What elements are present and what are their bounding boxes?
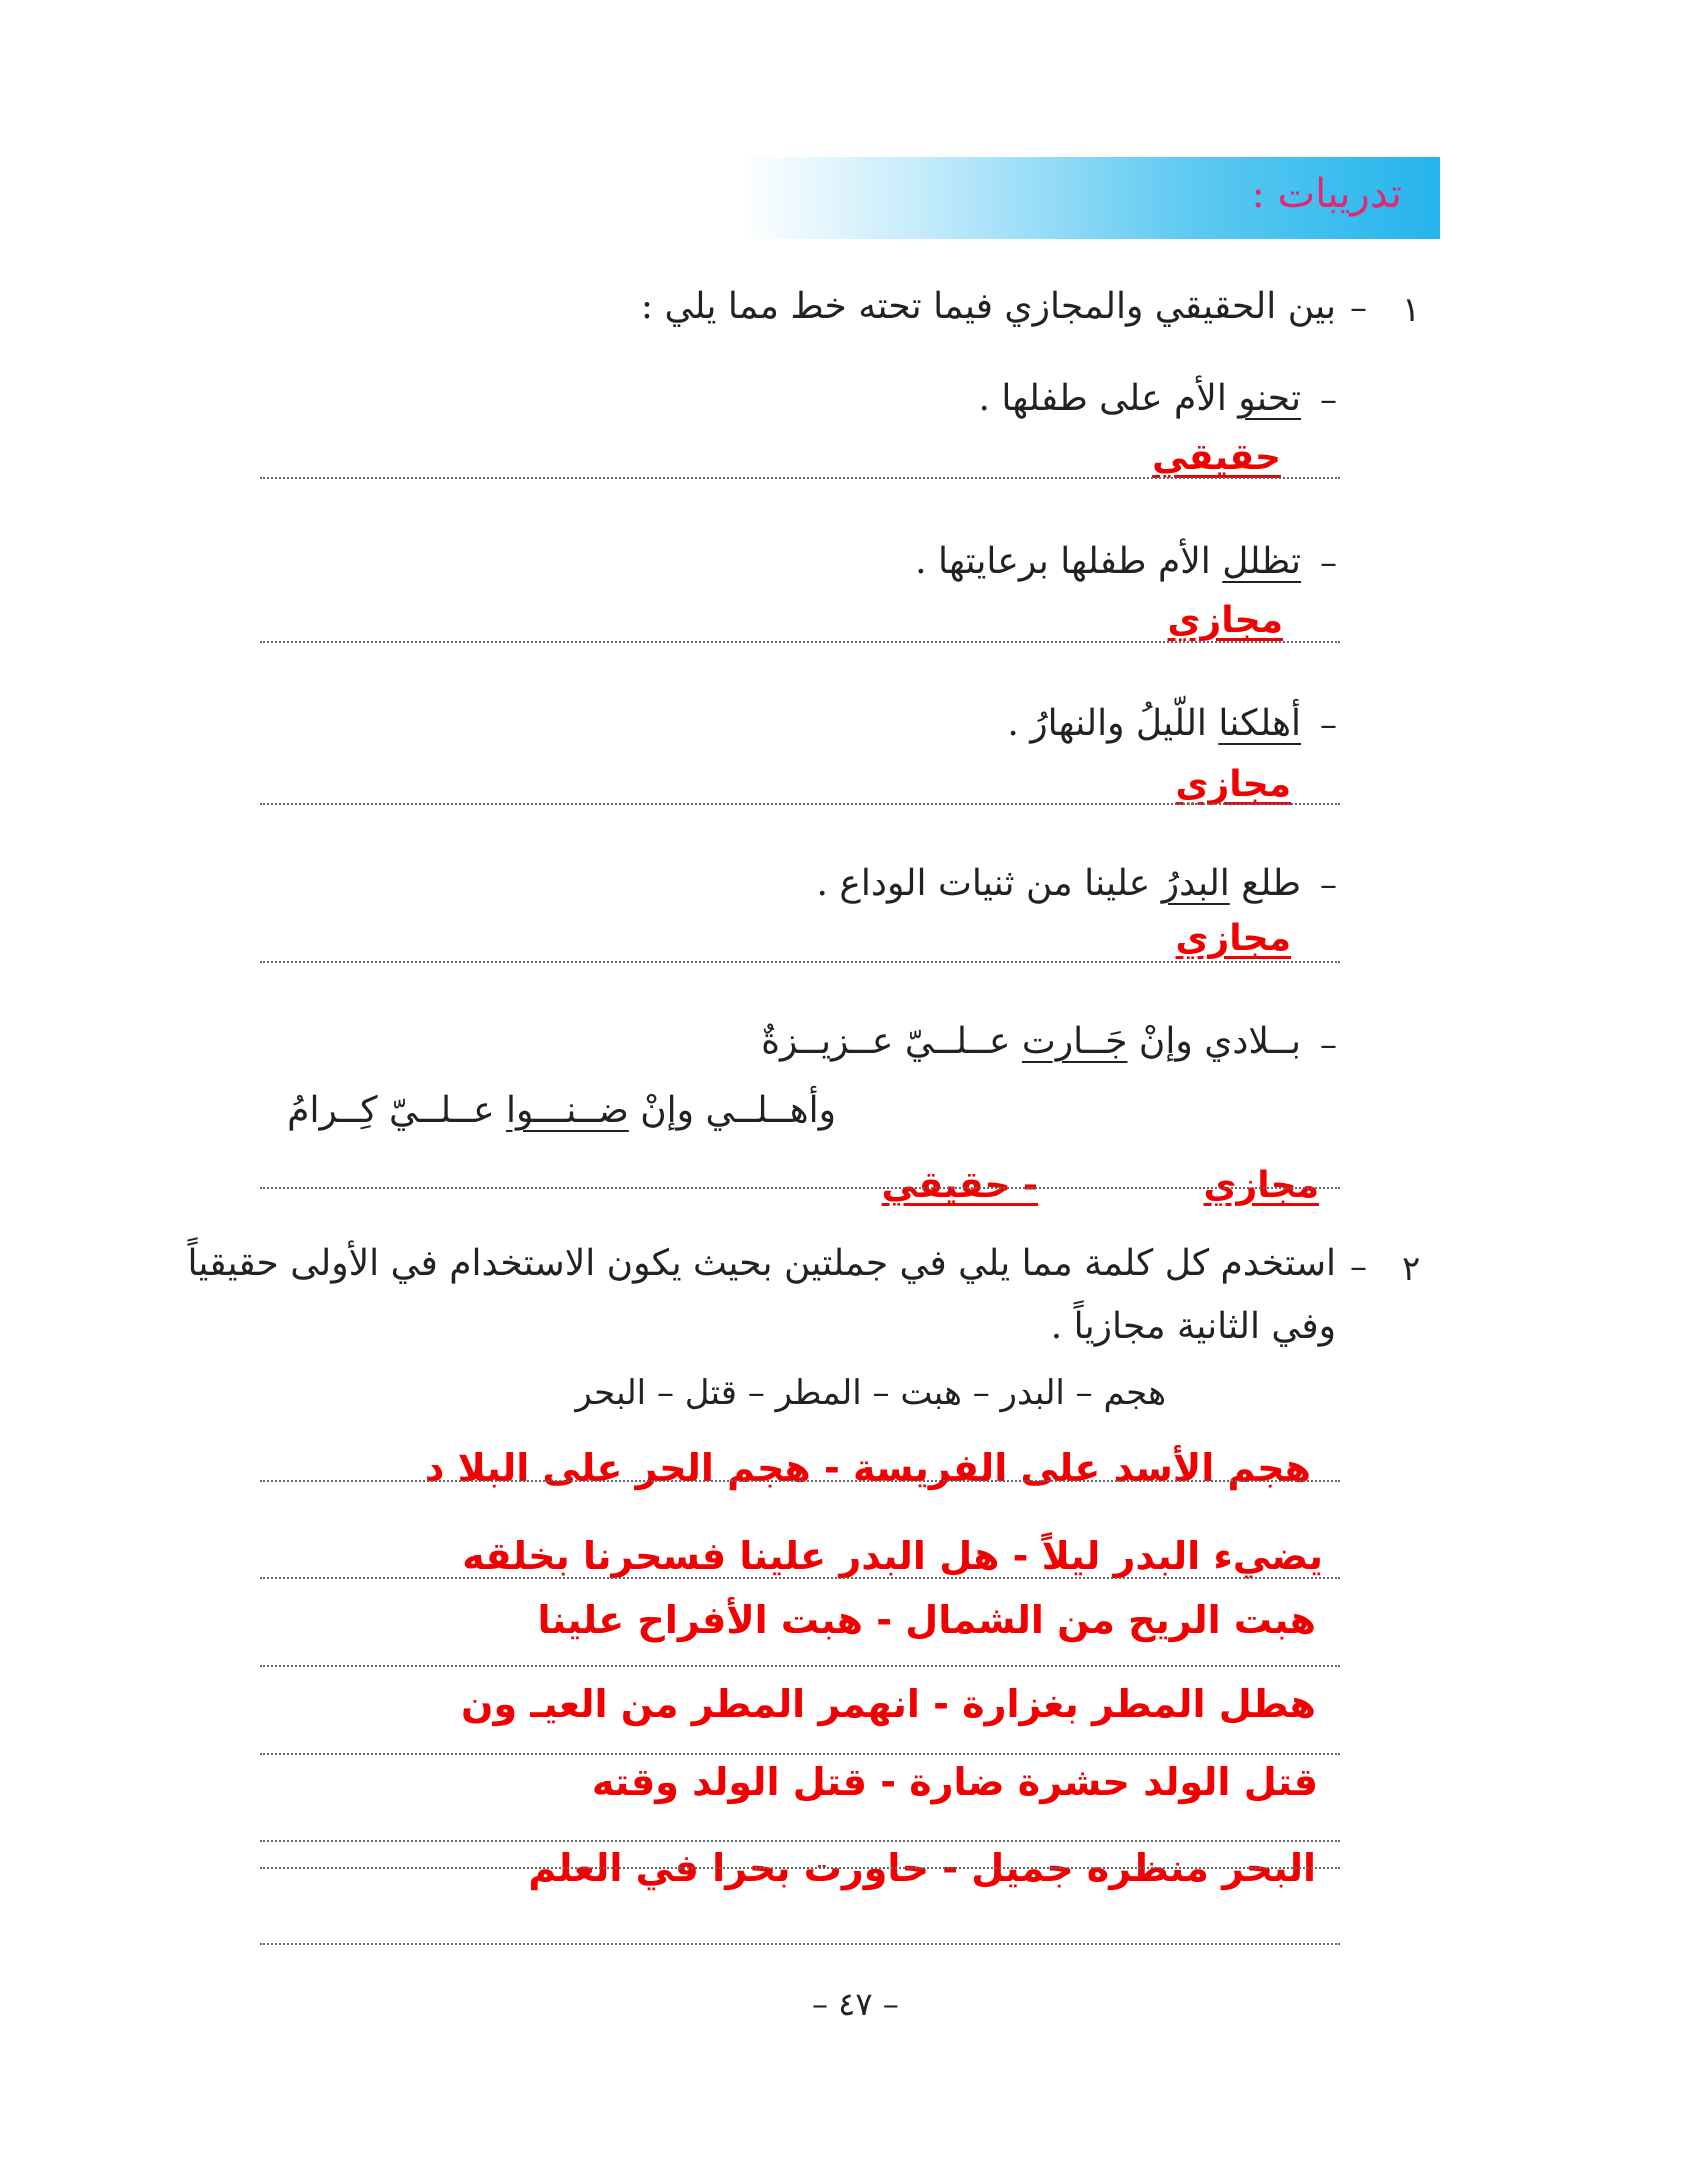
page-number: – ٤٧ – bbox=[812, 1985, 899, 2023]
question-1-number: ١ bbox=[1402, 290, 1421, 330]
sentence-answer-4: هطل المطر بغزارة - انهمر المطر من العيـ ون bbox=[461, 1682, 1316, 1726]
writing-line-7 bbox=[260, 1943, 1340, 1945]
section-title: تدريبات : bbox=[1251, 171, 1402, 217]
item-5-dash: – bbox=[1320, 1025, 1337, 1065]
answer-line-5 bbox=[260, 1187, 1340, 1189]
item-3-answer: مجازي bbox=[1175, 764, 1291, 805]
item-2-underlined-word: تظلل bbox=[1222, 541, 1301, 582]
poem-line-2-underlined-word: ضــنـــوا bbox=[506, 1090, 629, 1131]
item-4-sentence: طلع البدرُ علينا من ثنيات الوداع . bbox=[816, 863, 1301, 904]
writing-line-1 bbox=[260, 1480, 1340, 1482]
sentence-answer-5: قتل الولد حشرة ضارة - قتل الولد وقته bbox=[591, 1760, 1318, 1804]
item-3-dash: – bbox=[1320, 705, 1337, 745]
item-1-dash: – bbox=[1320, 380, 1337, 420]
sentence-answer-6: البحر منظره جميل - حاورت بحرا في العلم bbox=[528, 1846, 1316, 1890]
question-1-dash: – bbox=[1350, 288, 1367, 328]
writing-line-3 bbox=[260, 1665, 1340, 1667]
item-1-answer: حقيقي bbox=[1152, 437, 1281, 478]
question-2-instruction-line-2: وفي الثانية مجازياً . bbox=[1050, 1306, 1336, 1347]
sentence-answer-3: هبت الريح من الشمال - هبت الأفراح علينا bbox=[537, 1598, 1316, 1642]
item-4-underlined-word: البدرُ bbox=[1161, 863, 1230, 904]
sentence-answer-2: يضيء البدر ليلاً - هل البدر علينا فسحرنا بخلقه bbox=[462, 1534, 1323, 1578]
answer-line-1 bbox=[260, 477, 1340, 479]
item-4-answer: مجازي bbox=[1175, 918, 1291, 959]
answer-line-4 bbox=[260, 961, 1340, 963]
word-list: هجم – البدر – هبت – المطر – قتل – البحر bbox=[575, 1373, 1166, 1413]
writing-line-4 bbox=[260, 1753, 1340, 1755]
writing-line-6 bbox=[260, 1867, 1340, 1869]
sentence-answer-1: هجم الأسد على الفريسة - هجم الحر على البلا د bbox=[424, 1446, 1311, 1490]
item-2-sentence: تظلل الأم طفلها برعايتها . bbox=[915, 541, 1301, 582]
item-2-dash: – bbox=[1320, 543, 1337, 583]
item-3-underlined-word: أهلكنا bbox=[1218, 703, 1301, 744]
writing-line-5 bbox=[260, 1840, 1340, 1842]
answer-line-3 bbox=[260, 803, 1340, 805]
poem-line-2: وأهــلــي وإنْ ضــنـــوا عــلــيّ كِــرامُ bbox=[287, 1090, 836, 1131]
question-2-instruction-line-1: استخدم كل كلمة مما يلي في جملتين بحيث يكون الاستخدام في الأولى حقيقياً bbox=[187, 1243, 1336, 1284]
question-1-instruction: بين الحقيقي والمجازي فيما تحته خط مما يلي : bbox=[640, 286, 1336, 327]
item-2-answer: مجازي bbox=[1167, 600, 1283, 641]
question-2-dash: – bbox=[1350, 1247, 1367, 1287]
item-4-dash: – bbox=[1320, 865, 1337, 905]
item-1-sentence: تحنو الأم على طفلها . bbox=[978, 378, 1301, 419]
poem-line-1: بــلادي وإنْ جَــارت عــلــيّ عــزيــزةٌ bbox=[761, 1021, 1301, 1062]
section-header-band bbox=[740, 157, 1440, 239]
poem-line-1-underlined-word: جَــارت bbox=[1021, 1021, 1128, 1062]
poem-answer-second: - حقيقي bbox=[881, 1165, 1038, 1206]
writing-line-2 bbox=[260, 1577, 1340, 1579]
answer-line-2 bbox=[260, 641, 1340, 643]
poem-answer-first: مجازي bbox=[1203, 1165, 1319, 1206]
question-2-number: ٢ bbox=[1402, 1249, 1421, 1289]
item-1-underlined-word: تحنو bbox=[1238, 378, 1301, 419]
item-3-sentence: أهلكنا اللّيلُ والنهارُ . bbox=[1007, 703, 1301, 744]
